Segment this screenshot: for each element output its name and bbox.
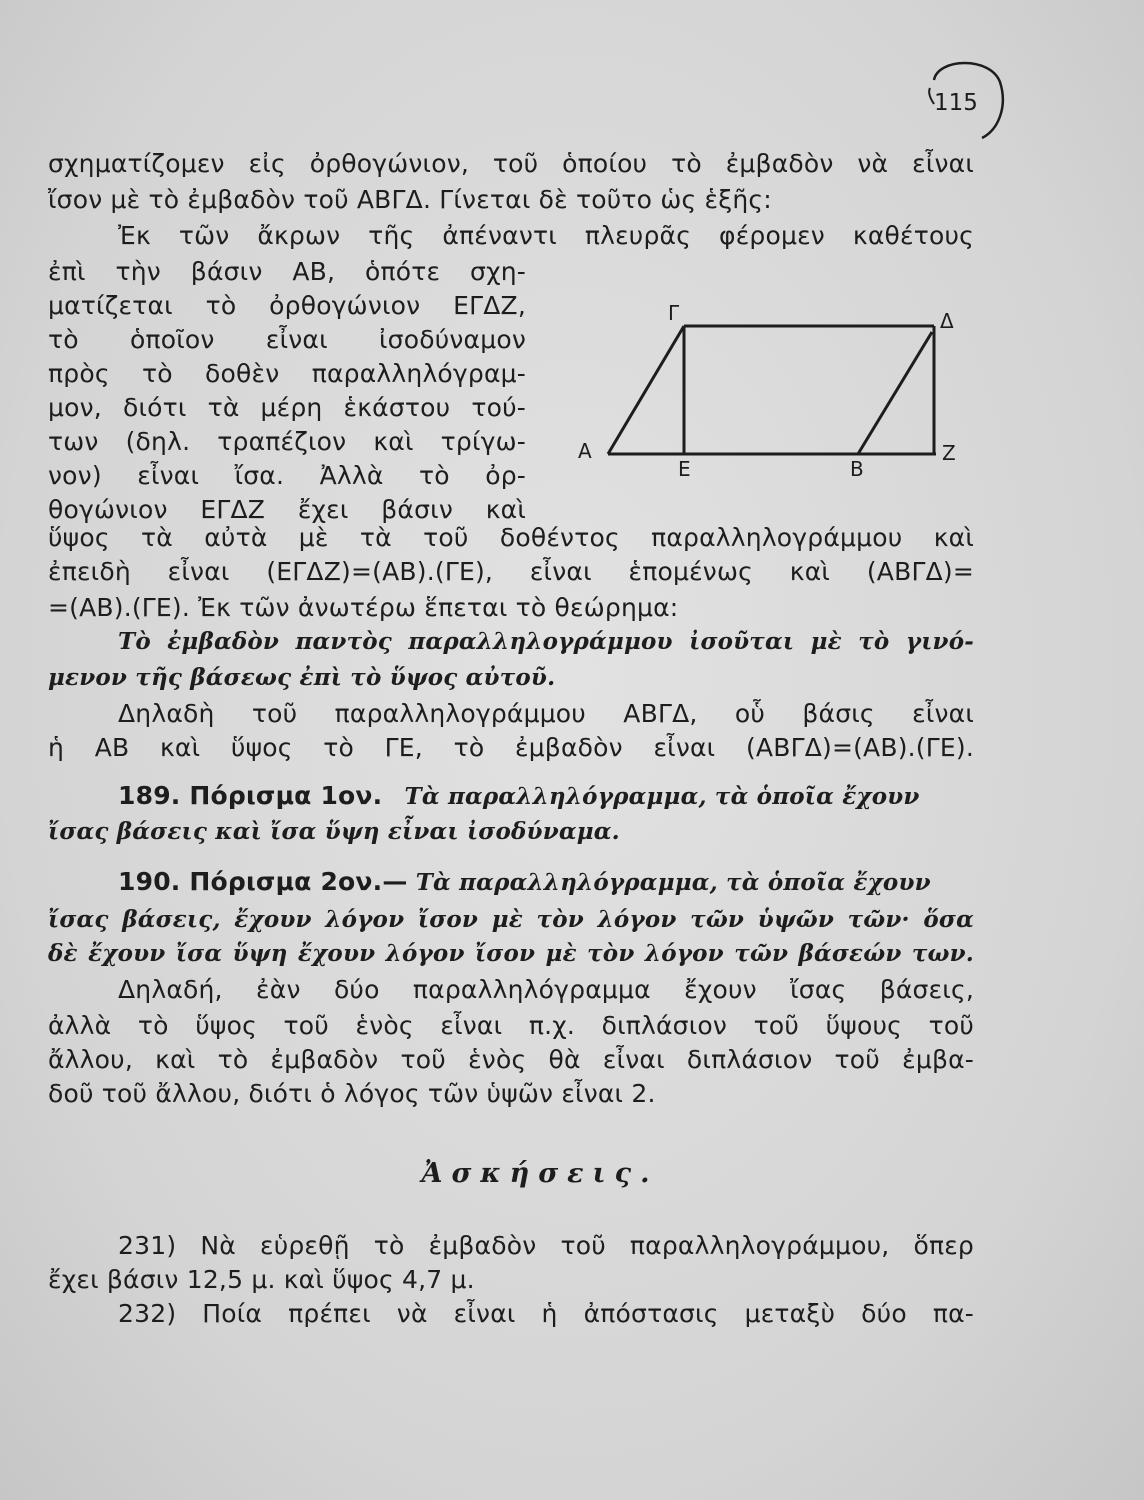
corollary-1-statement-end: ἴσας βάσεις καὶ ἴσα ὕψη εἶναι ἰσοδύναμα.: [48, 818, 620, 845]
text-line-25: ἀλλὰ τὸ ὕψος τοῦ ἑνὸς εἶναι π.χ. διπλάσιον τοῦ ὕψους τοῦ: [48, 1011, 974, 1040]
label-E: Ε: [678, 457, 691, 481]
exercise-231-line-2: ἔχει βάσιν 12,5 μ. καὶ ὕψος 4,7 μ.: [48, 1265, 475, 1294]
label-D: Δ: [940, 309, 954, 333]
corollary-2-statement-start: Τὰ παραλληλόγραμμα, τὰ ὁποῖα ἔχουν: [415, 869, 931, 896]
corollary-1-line: [118, 780, 974, 813]
text-line-4: ἐπὶ τὴν βάσιν ΑΒ, ὁπότε σχη-: [48, 257, 526, 286]
text-line-3: Ἐκ τῶν ἄκρων τῆς ἀπέναντι πλευρᾶς φέρομεν καθέτους: [118, 221, 974, 250]
label-A: Α: [578, 439, 592, 463]
text-line-11: θογώνιον ΕΓΔΖ ἔχει βάσιν καὶ: [48, 495, 526, 524]
corollary-2-statement-end: δὲ ἔχουν ἴσα ὕψη ἔχουν λόγον ἴσον μὲ τὸν λόγον τῶν βάσεών των.: [48, 940, 974, 967]
corollary-1-title: 189. Πόρισμα 1ον.: [118, 781, 383, 810]
label-B: Β: [850, 457, 864, 481]
text-line-18: ἡ ΑΒ καὶ ὕψος τὸ ΓΕ, τὸ ἐμβαδὸν εἶναι (ΑΒΓΔ)=(ΑΒ).(ΓΕ).: [48, 733, 974, 762]
text-line-27: δοῦ τοῦ ἄλλου, διότι ὁ λόγος τῶν ὑψῶν εἶναι 2.: [48, 1079, 656, 1108]
text-line-10: νον) εἶναι ἴσα. Ἀλλὰ τὸ ὀρ-: [48, 461, 526, 490]
line-AG-side: [608, 326, 684, 454]
text-line-1: σχηματίζομεν εἰς ὀρθογώνιον, τοῦ ὁποίου τὸ ἐμβαδὸν νὰ εἶναι: [48, 149, 974, 178]
text-line-13: ἐπειδὴ εἶναι (ΕΓΔΖ)=(ΑΒ).(ΓΕ), εἶναι ἑπομένως καὶ (ΑΒΓΔ)=: [48, 557, 974, 586]
exercises-heading: Ἀσκήσεις.: [421, 1158, 659, 1189]
text-line-14: =(ΑΒ).(ΓΕ). Ἐκ τῶν ἀνωτέρω ἕπεται τὸ θεώρημα:: [48, 593, 679, 622]
corollary-2-statement-mid: ἴσας βάσεις, ἔχουν λόγον ἴσον μὲ τὸν λόγον τῶν ὑψῶν τῶν· ὅσα: [48, 906, 974, 933]
text-line-5: ματίζεται τὸ ὀρθογώνιον ΕΓΔΖ,: [48, 291, 526, 320]
text-line-12: ὕψος τὰ αὐτὰ μὲ τὰ τοῦ δοθέντος παραλληλογράμμου καὶ: [48, 523, 974, 552]
text-line-8: μον, διότι τὰ μέρη ἑκάστου τού-: [48, 393, 526, 422]
text-line-9: των (δηλ. τραπέζιον καὶ τρίγω-: [48, 427, 526, 456]
text-line-6: τὸ ὁποῖον εἶναι ἰσοδύναμον: [48, 325, 526, 354]
corollary-2-title: 190. Πόρισμα 2ον.—: [118, 867, 408, 896]
line-BD-side: [858, 332, 932, 454]
text-line-17: Δηλαδὴ τοῦ παραλληλογράμμου ΑΒΓΔ, οὗ βάσις εἶναι: [118, 699, 974, 728]
parallelogram-figure: [570, 296, 980, 496]
text-line-7: πρὸς τὸ δοθὲν παραλληλόγραμ-: [48, 359, 526, 388]
corollary-1-statement-start: Τὰ παραλληλόγραμμα, τὰ ὁποῖα ἔχουν: [404, 783, 920, 810]
exercise-231-line-1: 231) Νὰ εὑρεθῇ τὸ ἐμβαδὸν τοῦ παραλληλογράμμου, ὅπερ: [118, 1231, 974, 1260]
text-line-2: ἴσον μὲ τὸ ἐμβαδὸν τοῦ ΑΒΓΔ. Γίνεται δὲ τοῦτο ὡς ἑξῆς:: [48, 185, 772, 214]
text-line-26: ἄλλου, καὶ τὸ ἐμβαδὸν τοῦ ἑνὸς θὰ εἶναι διπλάσιον τοῦ ἐμβα-: [48, 1045, 974, 1074]
label-G: Γ: [668, 301, 680, 325]
label-Z: Ζ: [942, 441, 956, 465]
theorem-line-1: Τὸ ἐμβαδὸν παντὸς παραλληλογράμμου ἰσοῦται μὲ τὸ γινό-: [118, 628, 974, 655]
theorem-line-2: μενον τῆς βάσεως ἐπὶ τὸ ὕψος αὐτοῦ.: [48, 664, 556, 691]
corollary-2-line: [118, 866, 974, 899]
text-line-24: Δηλαδή, ἐὰν δύο παραλληλόγραμμα ἔχουν ἴσας βάσεις,: [118, 975, 974, 1004]
exercise-232-line-1: 232) Ποία πρέπει νὰ εἶναι ἡ ἀπόστασις μεταξὺ δύο πα-: [118, 1299, 974, 1328]
page-number: 115: [934, 90, 978, 116]
